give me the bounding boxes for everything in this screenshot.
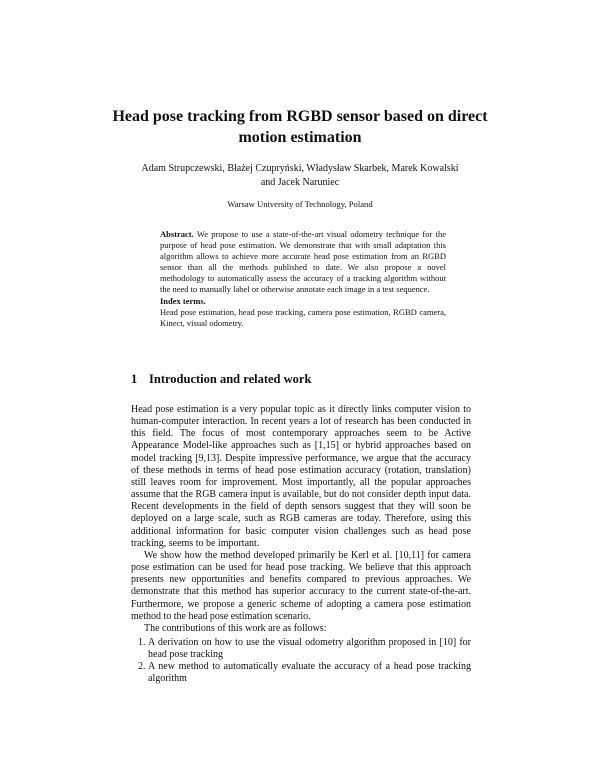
author-list bbox=[110, 162, 490, 189]
author-line-2: and Jacek Naruniec bbox=[260, 176, 340, 188]
section-body bbox=[131, 404, 471, 686]
abstract-label: Abstract. bbox=[160, 229, 194, 239]
section-heading bbox=[131, 372, 471, 387]
affiliation: Warsaw University of Technology, Poland bbox=[227, 199, 373, 209]
abstract-block bbox=[160, 229, 446, 329]
section-number: 1 bbox=[131, 372, 138, 386]
paper-title: Head pose tracking from RGBD sensor based on direct motion estimation bbox=[112, 108, 488, 146]
section-title: Introduction and related work bbox=[149, 372, 312, 386]
author-line-1: Adam Strupczewski, Błażej Czupryński, Władysław Skarbek, Marek Kowalski bbox=[141, 163, 459, 174]
paragraph-2: We show how the method developed primarily be Kerl et al. [10,11] for camera pose estimation can be used for head pose tracking. We believe that this approach presents new opportunities and benefits compared to previous approaches. We demonstrate that this method has superior accuracy to the current state-of-the-art. Furthermore, we propose a generic scheme of adopting a camera pose estimation method to the head pose estimation scenario. bbox=[131, 549, 471, 622]
index-terms: Head pose estimation, head pose tracking, camera pose estimation, RGBD camera, Kinect, visual odometry. bbox=[160, 306, 446, 328]
list-item: 1. A derivation on how to use the visual odometry algorithm proposed in [10] for head pose tracking bbox=[148, 637, 471, 661]
list-item: 2. A new method to automatically evaluate the accuracy of a head pose tracking algorithm bbox=[148, 661, 471, 685]
contribution-list bbox=[131, 637, 471, 686]
paragraph-3: The contributions of this work are as follows: bbox=[144, 622, 327, 634]
paragraph-1: Head pose estimation is a very popular topic as it directly links computer vision to human-computer interaction. In recent years a lot of research has been conducted in this field. The focus of most contemporary approaches seem to be Active Appearance Model-like approaches such as [1,15] or hybrid approaches based on model tracking [9,13]. Despite impressive performance, we argue that the accuracy of these methods in terms of head pose estimation accuracy (rotation, translation) still leaves room for improvement. Most importantly, all the popular approaches assume that the RGB camera input is available, but do not consider depth input data. Recent developments in the field of depth sensors suggest that they will soon be deployed on a large scale, such as RGB cameras are today. Therefore, using this additional information for basic computer vision challenges such as head pose tracking, seems to be important. bbox=[131, 404, 471, 549]
abstract-text: We propose to use a state-of-the-art visual odometry technique for the purpose of head pose estimation. We demonstrate that with small adaptation this algorithm allows to achieve more accurate head pose estimation from an RGBD sensor than all the methods published to date. We also propose a novel methodology to automatically assess the accuracy of a tracking algorithm without the need to manually label or otherwise annotate each image in a test sequence. bbox=[160, 229, 446, 295]
index-terms-label: Index terms. bbox=[160, 295, 206, 306]
abstract-paragraph bbox=[160, 229, 446, 296]
